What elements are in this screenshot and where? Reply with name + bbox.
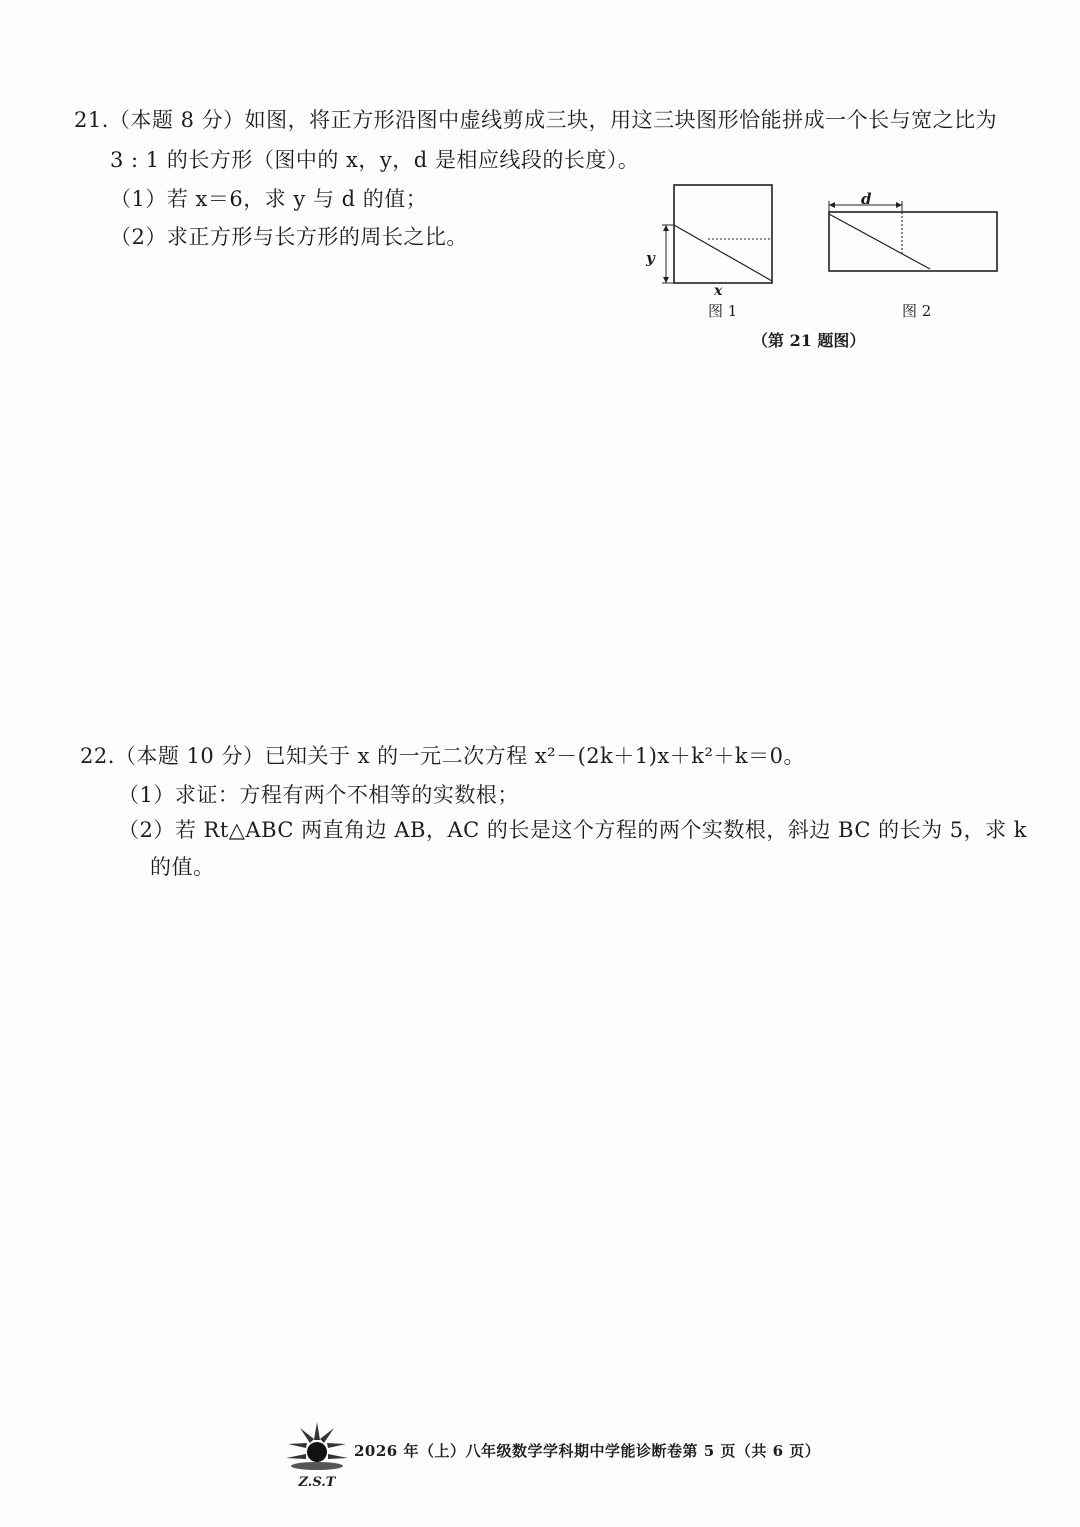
q21-part-1: （1）若 x＝6，求 y 与 d 的值；	[110, 187, 428, 211]
fig1-caption: 图 1	[708, 302, 738, 320]
fig2-cut-diagonal	[829, 214, 930, 269]
fig2-caption: 图 2	[902, 302, 932, 320]
logo-text: Z.S.T	[298, 1475, 336, 1490]
q22-part-2: （2）若 Rt△ABC 两直角边 AB，AC 的长是这个方程的两个实数根，斜边 BC 的长为 5，求 k	[118, 818, 1028, 842]
q21-part-2: （2）求正方形与长方形的周长之比。	[110, 225, 468, 249]
q22-part-1: （1）求证：方程有两个不相等的实数根；	[118, 783, 519, 807]
q22-part-2-continued: 的值。	[150, 855, 215, 879]
q21-heading: 21.（本题 8 分）如图，将正方形沿图中虚线剪成三块，用这三块图形恰能拼成一个长与宽之比为	[74, 108, 998, 132]
q21-figure	[640, 175, 1020, 355]
q22-heading: 22.（本题 10 分）已知关于 x 的一元二次方程 x²－(2k＋1)x＋k²＋k＝0。	[80, 744, 806, 768]
fig1-label-x: x	[714, 283, 723, 299]
page-footer: 2026 年（上）八年级数学学科期中学能诊断卷第 5 页（共 6 页）	[354, 1442, 821, 1460]
publisher-logo-icon	[282, 1418, 352, 1490]
fig1-label-y: y	[646, 249, 655, 267]
fig2-label-d: d	[861, 190, 872, 208]
q21-heading-continued: 3 : 1 的长方形（图中的 x，y，d 是相应线段的长度）。	[110, 148, 640, 172]
fig2-rectangle	[829, 212, 997, 271]
fig1-cut-diagonal	[674, 225, 772, 281]
figure-caption: （第 21 题图）	[752, 331, 866, 350]
